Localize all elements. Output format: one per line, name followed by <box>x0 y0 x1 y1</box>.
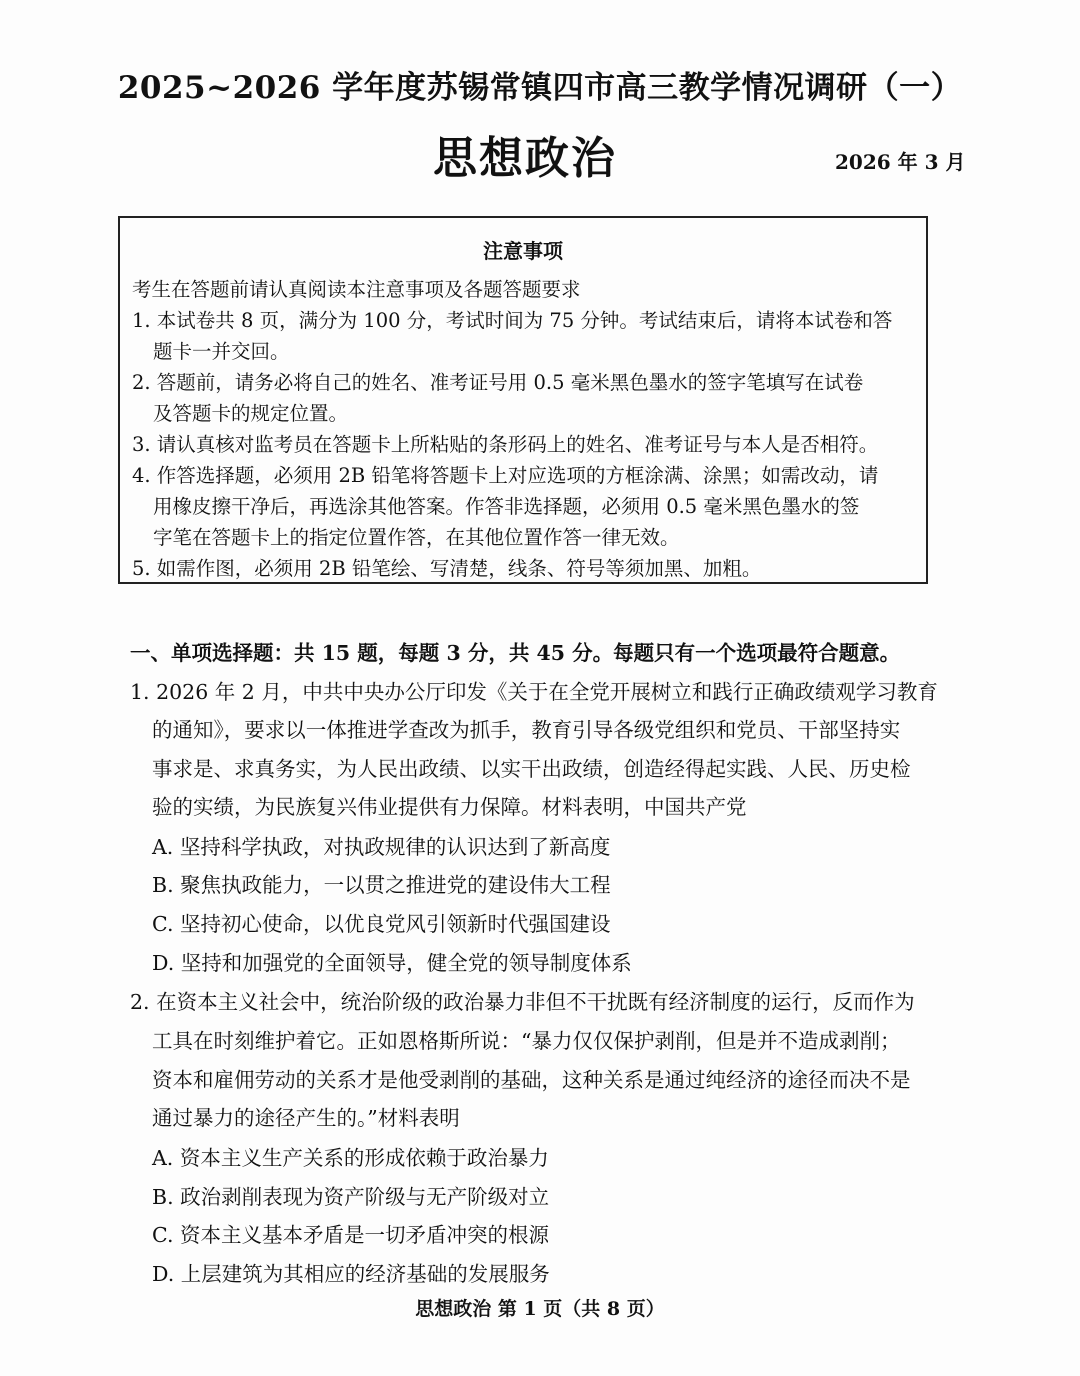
question-2-option-c: C. 资本主义基本矛盾是一切矛盾冲突的根源 <box>152 1223 549 1247</box>
notice-line: 1. 本试卷共 8 页，满分为 100 分，考试时间为 75 分钟。考试结束后，请将本试卷和答 <box>132 309 893 332</box>
question-2-stem: 工具在时刻维护着它。正如恩格斯所说：“暴力仅仅保护剥削，但是并不造成剥削； <box>152 1029 901 1053</box>
question-2-stem: 2. 在资本主义社会中，统治阶级的政治暴力非但不干扰既有经济制度的运行，反而作为 <box>130 990 915 1014</box>
question-2-stem: 通过暴力的途径产生的。”材料表明 <box>152 1106 460 1130</box>
exam-title: 2025~2026 学年度苏锡常镇四市高三教学情况调研（一） <box>117 70 963 106</box>
question-1-option-b: B. 聚焦执政能力，一以贯之推进党的建设伟大工程 <box>152 873 611 897</box>
question-1-stem: 的通知》，要求以一体推进学查改为抓手，教育引导各级党组织和党员、干部坚持实 <box>152 718 901 742</box>
section-heading: 一、单项选择题：共 15 题，每题 3 分，共 45 分。每题只有一个选项最符合题意。 <box>130 641 901 665</box>
notice-line: 4. 作答选择题，必须用 2B 铅笔将答题卡上对应选项的方框涂满、涂黑；如需改动，请 <box>132 464 879 487</box>
question-1-stem: 1. 2026 年 2 月，中共中央办公厅印发《关于在全党开展树立和践行正确政绩观学习教育 <box>130 680 938 704</box>
notice-line: 用橡皮擦干净后，再选涂其他答案。作答非选择题，必须用 0.5 毫米黑色墨水的签 <box>153 495 860 518</box>
page-footer: 思想政治 第 1 页（共 8 页） <box>415 1298 665 1320</box>
notice-line: 3. 请认真核对监考员在答题卡上所粘贴的条形码上的姓名、准考证号与本人是否相符。 <box>132 433 879 456</box>
question-2-option-d: D. 上层建筑为其相应的经济基础的发展服务 <box>152 1262 550 1286</box>
question-1-stem: 事求是、求真务实，为人民出政绩、以实干出政绩，创造经得起实践、人民、历史检 <box>152 757 911 781</box>
notice-line: 2. 答题前，请务必将自己的姓名、准考证号用 0.5 毫米黑色墨水的签字笔填写在试卷 <box>132 371 864 394</box>
question-1-option-c: C. 坚持初心使命，以优良党风引领新时代强国建设 <box>152 912 611 936</box>
question-2-option-b: B. 政治剥削表现为资产阶级与无产阶级对立 <box>152 1185 550 1209</box>
question-2-stem: 资本和雇佣劳动的关系才是他受剥削的基础，这种关系是通过纯经济的途径而决不是 <box>152 1068 911 1092</box>
notice-title: 注意事项 <box>483 239 563 263</box>
question-1-option-a: A. 坚持科学执政，对执政规律的认识达到了新高度 <box>152 835 611 859</box>
question-2-option-a: A. 资本主义生产关系的形成依赖于政治暴力 <box>152 1146 549 1170</box>
notice-line: 5. 如需作图，必须用 2B 铅笔绘、写清楚，线条、符号等须加黑、加粗。 <box>132 557 762 580</box>
notice-line: 题卡一并交回。 <box>153 340 290 363</box>
notice-line: 考生在答题前请认真阅读本注意事项及各题答题要求 <box>132 278 581 301</box>
exam-date: 2026 年 3 月 <box>835 150 966 174</box>
question-1-stem: 验的实绩，为民族复兴伟业提供有力保障。材料表明，中国共产党 <box>152 795 747 819</box>
notice-line: 字笔在答题卡上的指定位置作答，在其他位置作答一律无效。 <box>153 526 680 549</box>
question-1-option-d: D. 坚持和加强党的全面领导，健全党的领导制度体系 <box>152 951 632 975</box>
subject-title: 思想政治 <box>433 133 617 184</box>
notice-box <box>118 216 928 584</box>
notice-line: 及答题卡的规定位置。 <box>153 402 349 425</box>
